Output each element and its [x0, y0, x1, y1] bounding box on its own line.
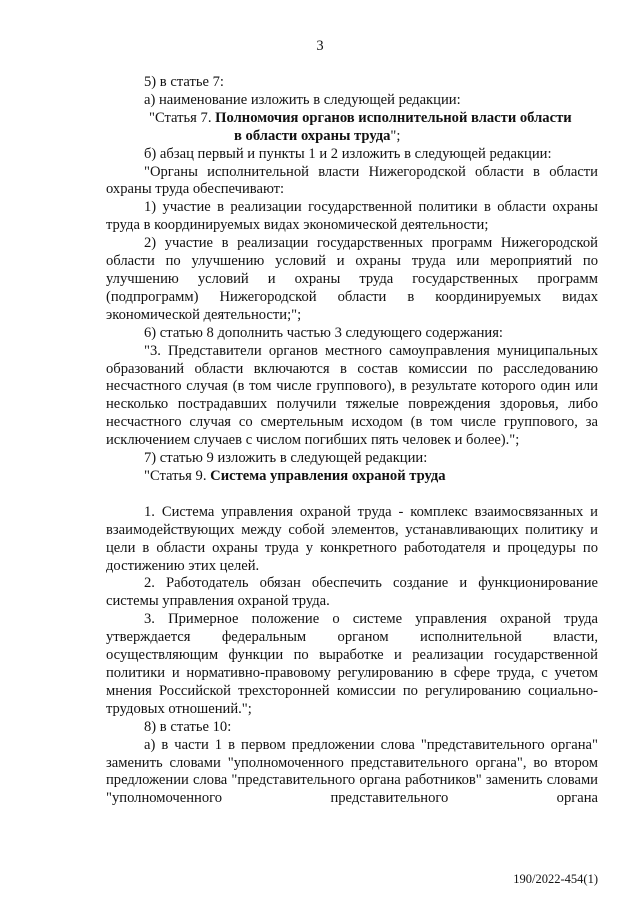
paragraph-item-1: 1) участие в реализации государственной политики в области охраны труда в координируемых видах экономической деятельности;: [106, 199, 598, 234]
paragraph-item-2: 2) участие в реализации государственных программ Нижегородской области по улучшению условий и охраны труда или мероприятий по улучшению условий и охраны труда государственных программ (подпрограмм) Нижегородской области в координируемых видах экономической деятельности;";: [106, 235, 598, 323]
article-9-part-3: 3. Примерное положение о системе управления охраной труда утверждается федеральным органом исполнительной власти, осуществляющим функции по выработке и реализации государственной политики и нормативно-правовому регулированию в сфере труда, с учетом мнения Российской трехсторонней комиссии по регулированию социально-трудовых отношений.";: [106, 611, 598, 717]
article-7-heading: [106, 110, 598, 128]
article-7-heading-cont: [106, 128, 598, 146]
paragraph-5a: а) наименование изложить в следующей редакции:: [144, 91, 461, 108]
paragraph-5: 5) в статье 7:: [144, 74, 224, 90]
paragraph-5b: б) абзац первый и пункты 1 и 2 изложить в следующей редакции:: [144, 145, 552, 162]
article-7-prefix: "Статья 7.: [149, 109, 216, 126]
document-code: 190/2022-454(1): [513, 872, 598, 886]
paragraph-8a: а) в части 1 в первом предложении слова "представительного органа" заменить словами "уполномоченного представительного органа", во втором предложении слова "представительного органа работников" заменить словами "уполномоченного представительного органа: [106, 736, 598, 807]
article-7-suffix: ";: [390, 127, 401, 144]
article-9-heading: [106, 468, 598, 486]
article-7-title-line-1: Полномочия органов исполнительной власти области: [215, 109, 572, 126]
paragraph-part-3: "3. Представители органов местного самоуправления муниципальных образований области включаются в состав комиссии по расследованию несчастного случая (в том числе группового), в результате которого один или несколько пострадавших получили тяжелые повреждения здоровья, либо несчастного случая со смертельным исходом (в том числе группового, за исключением случаев с числом погибших пять человек и более).";: [106, 342, 598, 449]
article-9-prefix: "Статья 9.: [144, 467, 211, 484]
blank-line: [106, 486, 598, 504]
paragraph-8: 8) в статье 10:: [144, 718, 232, 735]
article-9-title: Система управления охраной труда: [210, 467, 446, 484]
article-7-title-line-2: в области охраны труда: [234, 127, 391, 144]
paragraph-organs: "Органы исполнительной власти Нижегородской области в области охраны труда обеспечивают:: [106, 163, 598, 198]
page-number: 3: [316, 38, 324, 54]
article-9-part-1: 1. Система управления охраной труда - комплекс взаимосвязанных и взаимодействующих между собой элементов, устанавливающих политику и цели в области охраны труда у конкретного работодателя и процедуры по достижению этих целей.: [106, 503, 598, 574]
document-body: [106, 74, 598, 808]
article-9-part-2: 2. Работодатель обязан обеспечить создание и функционирование системы управления охраной труда.: [106, 575, 598, 610]
paragraph-6: 6) статью 8 дополнить частью 3 следующего содержания:: [144, 324, 503, 341]
paragraph-7: 7) статью 9 изложить в следующей редакции:: [144, 450, 428, 467]
